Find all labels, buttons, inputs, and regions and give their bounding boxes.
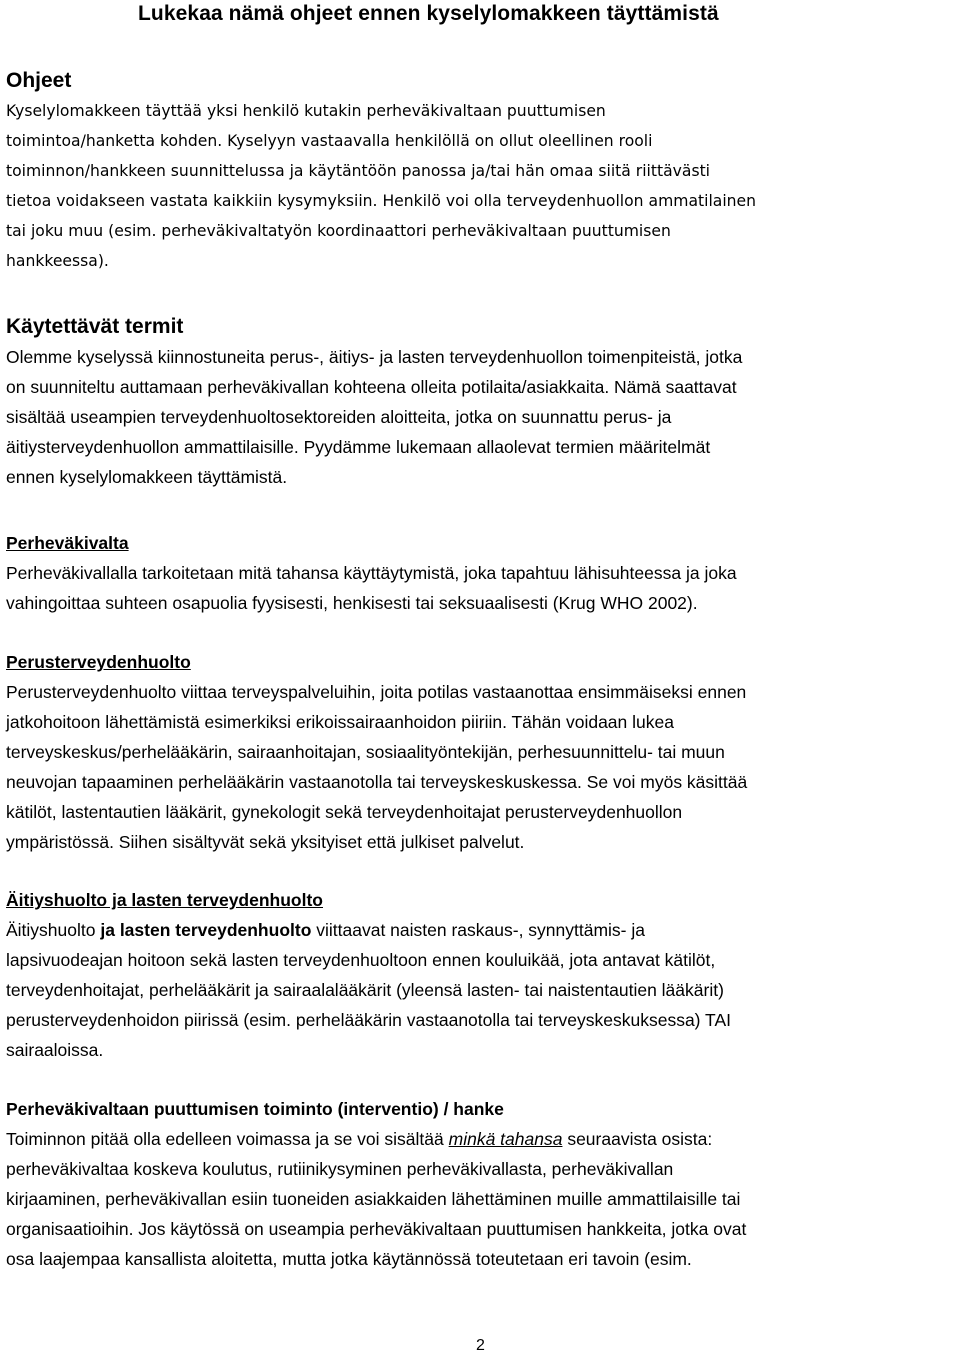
text-line: Perusterveydenhuolto viittaa terveyspalveluihin, joita potilas vastaanottaa ensimmäiseksi ennen — [6, 682, 747, 702]
text-line: on suunniteltu auttamaan perheväkivallan kohteena olleita potilaita/asiakkaita. Nämä saattavat — [6, 377, 737, 397]
text-line: Kyselylomakkeen täyttää yksi henkilö kutakin perheväkivaltaan puuttumisen — [6, 102, 606, 120]
section-body-termit — [6, 342, 956, 492]
section-heading-termit: Käytettävät termit — [6, 315, 184, 338]
text-line: jatkohoitoon lähettämistä esimerkiksi erikoissairaanhoidon piiriin. Tähän voidaan lukea — [6, 712, 674, 732]
text-line — [6, 915, 956, 945]
text-line: Olemme kyselyssä kiinnostuneita perus-, äitiys- ja lasten terveydenhuollon toimenpiteistä, jotka — [6, 347, 743, 367]
section-toiminto — [6, 1094, 956, 1274]
text-line: tietoa voidakseen vastata kaikkiin kysymyksiin. Henkilö voi olla terveydenhuollon ammatilainen — [6, 192, 757, 210]
text-line: osa laajempaa kansallista aloitetta, mutta jotka käytännössä toteutetaan eri tavoin (esim. — [6, 1249, 692, 1269]
text-line: perheväkivaltaa koskeva koulutus, rutiinikysyminen perheväkivallasta, perheväkivallan — [6, 1159, 674, 1179]
section-heading-toiminto: Perheväkivaltaan puuttumisen toiminto (interventio) / hanke — [6, 1099, 504, 1119]
text-line: sisältää useampien terveydenhuoltosektoreiden aloitteita, jotka on suunnattu perus- ja — [6, 407, 672, 427]
text-line: perusterveydenhoidon piirissä (esim. perhelääkärin vastaanotolla tai terveyskeskuksessa) TAI — [6, 1010, 731, 1030]
bold-text-run: ja lasten terveydenhuolto — [100, 920, 312, 940]
text-line: kätilöt, lastentautien lääkärit, gynekologit sekä terveydenhoitajat perusterveydenhuollon — [6, 802, 683, 822]
text-line: toimintoa/hanketta kohden. Kyselyyn vastaavalla henkilöllä on ollut oleellinen rooli — [6, 132, 653, 150]
text-run: viittaavat naisten raskaus-, synnyttämis- ja — [311, 920, 645, 940]
text-line: äitiysterveydenhuollon ammattilaisille. Pyydämme lukemaan allaolevat termien määritelmät — [6, 437, 711, 457]
text-run: Äitiyshuolto — [6, 920, 101, 940]
text-line: hankkeessa). — [6, 252, 109, 270]
text-line: ennen kyselylomakkeen täyttämistä. — [6, 467, 288, 487]
section-termit — [6, 312, 956, 492]
page-number: 2 — [476, 1337, 485, 1354]
section-body-toiminto — [6, 1124, 956, 1274]
section-perhevakivalta — [6, 528, 956, 618]
text-run: Toiminnon pitää olla edelleen voimassa ja se voi sisältää — [6, 1129, 449, 1149]
text-run: seuraavista osista: — [562, 1129, 713, 1149]
text-line: sairaaloissa. — [6, 1040, 104, 1060]
text-line — [6, 1124, 956, 1154]
text-line: neuvojan tapaaminen perhelääkärin vastaanotolla tai terveyskeskuskessa. Se voi myös käsittää — [6, 772, 748, 792]
text-line: Perheväkivallalla tarkoitetaan mitä tahansa käyttäytymistä, joka tapahtuu lähisuhteessa ja joka — [6, 563, 737, 583]
emphasized-text-run: minkä tahansa — [448, 1129, 563, 1149]
section-aitiyshuolto — [6, 885, 956, 1065]
text-line: lapsivuodeajan hoitoon sekä lasten terveydenhuoltoon ennen kouluikää, jota antavat kätilöt, — [6, 950, 716, 970]
text-line: kirjaaminen, perheväkivallan esiin tuoneiden asiakkaiden lähettäminen muille ammattilaisille tai — [6, 1189, 741, 1209]
text-line: vahingoittaa suhteen osapuolia fyysisesti, henkisesti tai seksuaalisesti (Krug WHO 2002). — [6, 593, 698, 613]
text-line: terveyskeskus/perhelääkärin, sairaanhoitajan, sosiaalityöntekijän, perhesuunnittelu- tai muun — [6, 742, 725, 762]
section-heading-ohjeet: Ohjeet — [6, 69, 72, 92]
section-body-aitiyshuolto — [6, 915, 956, 1065]
section-body-perhevakivalta — [6, 558, 956, 618]
document-title: Lukekaa nämä ohjeet ennen kyselylomakkeen täyttämistä — [138, 2, 719, 25]
text-line: ympäristössä. Siihen sisältyvät sekä yksityiset että julkiset palvelut. — [6, 832, 525, 852]
section-heading-perhevakivalta: Perheväkivalta — [6, 533, 129, 553]
section-heading-perusterveydenhuolto: Perusterveydenhuolto — [6, 652, 191, 672]
text-line: tai joku muu (esim. perheväkivaltatyön koordinaattori perheväkivaltaan puuttumisen — [6, 222, 671, 240]
section-heading-aitiyshuolto: Äitiyshuolto ja lasten terveydenhuolto — [6, 890, 323, 910]
text-line: toiminnon/hankkeen suunnittelussa ja käytäntöön panossa ja/tai hän omaa siitä riittävästi — [6, 162, 711, 180]
section-perusterveydenhuolto — [6, 647, 956, 857]
text-line: organisaatioihin. Jos käytössä on useampia perheväkivaltaan puuttumisen hankkeita, jotka ovat — [6, 1219, 747, 1239]
section-body-perusterveydenhuolto — [6, 677, 956, 857]
section-ohjeet — [6, 66, 956, 276]
section-body-ohjeet — [6, 96, 956, 276]
text-line: terveydenhoitajat, perhelääkärit ja sairaalalääkärit (yleensä lasten- tai naistentautien lääkärit) — [6, 980, 724, 1000]
